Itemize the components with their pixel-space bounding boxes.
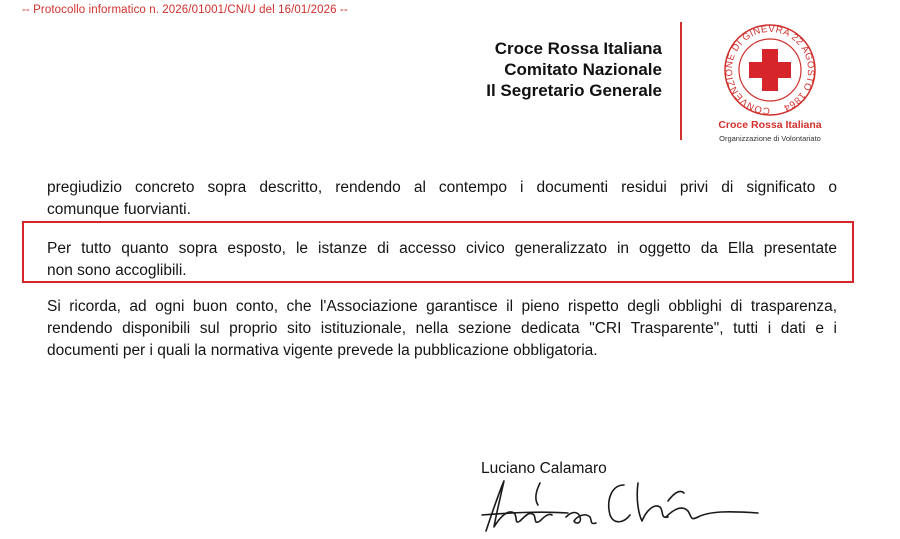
paragraph-line: comunque fuorvianti. <box>47 201 191 218</box>
paragraph-conclusion <box>47 238 837 282</box>
protocol-number: -- Protocollo informatico n. 2026/01001/CN/U del 16/01/2026 -- <box>22 4 348 16</box>
paragraph-line: documenti per i quali la normativa vigente prevede la pubblicazione obbligatoria. <box>47 342 598 359</box>
logo-ring-text: CONVENZIONE DI GINEVRA 22 AGOSTO 1864 <box>723 23 817 117</box>
logo-subtitle: Organizzazione di Volontariato <box>719 134 821 143</box>
header-divider <box>680 22 682 140</box>
paragraph-line: pregiudizio concreto sopra descritto, rendendo al contempo i documenti residui privi di significato o <box>47 179 837 196</box>
paragraph-line: non sono accoglibili. <box>47 262 187 279</box>
org-committee: Comitato Nazionale <box>504 60 662 79</box>
paragraph-line: Per tutto quanto sopra esposto, le istanze di accesso civico generalizzato in oggetto da Ella presentate <box>47 240 837 257</box>
signer-name: Luciano Calamaro <box>481 460 607 477</box>
red-cross-emblem-icon <box>715 22 825 120</box>
logo-name: Croce Rossa Italiana <box>718 119 822 131</box>
paragraph-line: rendendo disponibili sul proprio sito istituzionale, nella sezione dedicata "CRI Trasparente", tutti i dati e i <box>47 320 837 337</box>
handwritten-signature <box>478 455 768 539</box>
paragraph-line: Si ricorda, ad ogni buon conto, che l'Associazione garantisce il pieno rispetto degli obblighi di trasparenza, <box>47 298 837 315</box>
org-role: Il Segretario Generale <box>486 81 662 100</box>
paragraph-transparency <box>47 296 837 362</box>
paragraph-prejudice <box>47 177 837 221</box>
red-cross-logo <box>700 22 840 152</box>
org-name: Croce Rossa Italiana <box>494 39 662 58</box>
letterhead-organization <box>486 38 662 101</box>
